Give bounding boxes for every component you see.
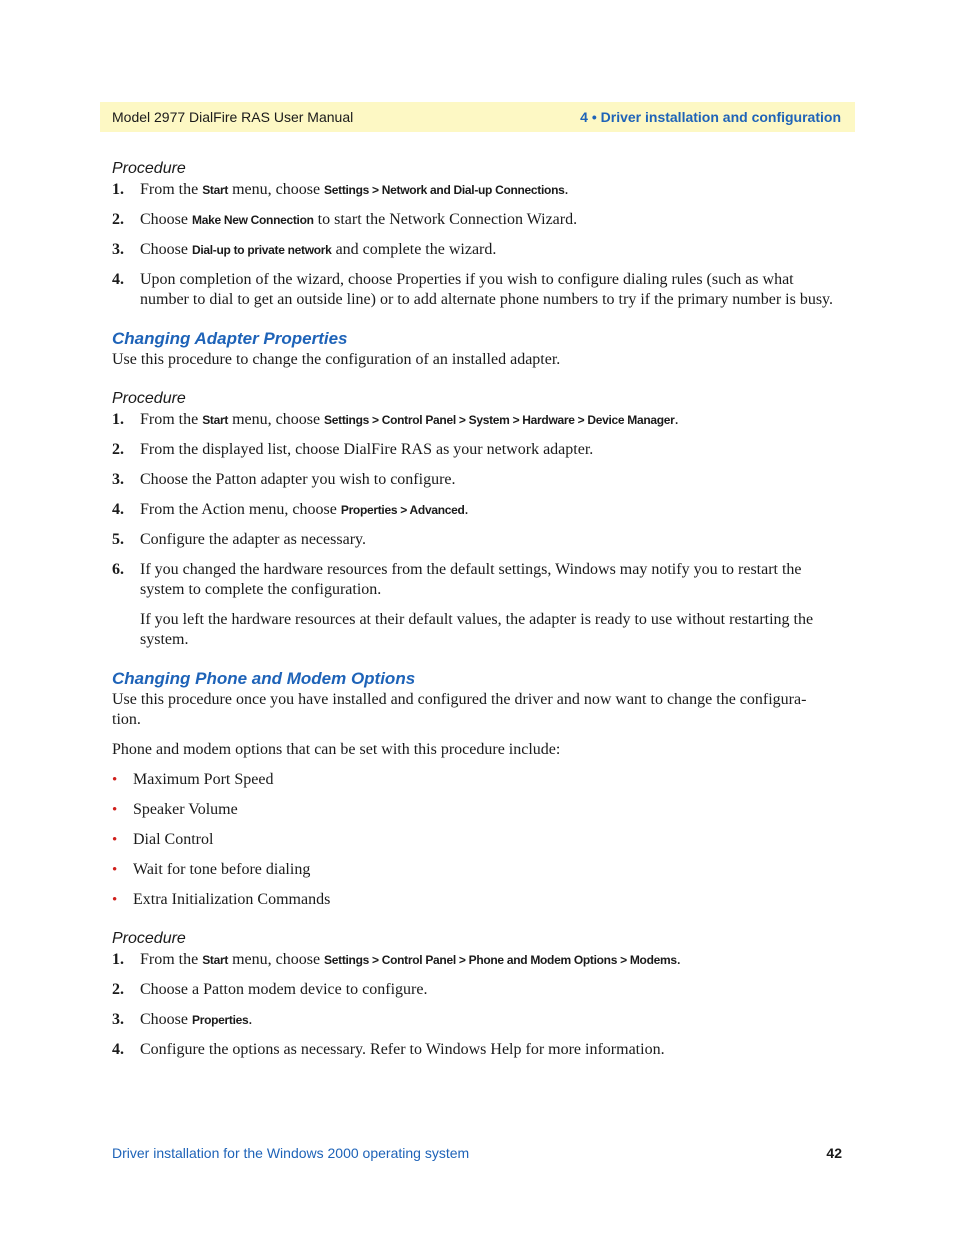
procedure-step xyxy=(112,440,837,460)
procedure-step xyxy=(112,950,837,970)
step-number: 1. xyxy=(112,951,124,968)
page-number: 42 xyxy=(826,1145,842,1161)
step-number: 2. xyxy=(112,211,124,228)
step-text-run: Choose xyxy=(140,241,192,258)
procedure-label-1: Procedure xyxy=(112,160,186,177)
step-text xyxy=(140,531,366,548)
step-text xyxy=(140,411,679,428)
step-number: 1. xyxy=(112,181,124,198)
section-intro-modem: Use this procedure once you have installed and configured the driver and now want to change the configura-tion. xyxy=(112,691,807,728)
step-text xyxy=(140,981,427,998)
bullet-icon: • xyxy=(112,832,118,848)
bullet-icon: • xyxy=(112,772,118,788)
list-item-label: Extra Initialization Commands xyxy=(133,891,331,908)
step-text xyxy=(140,181,568,198)
step-text-run: . xyxy=(464,501,469,518)
step-number: 3. xyxy=(112,1011,124,1028)
step-text xyxy=(140,211,577,228)
step-text-run: From the Action menu, choose xyxy=(140,501,341,518)
ui-path-term: Make New Connection xyxy=(192,213,314,227)
step-text-run: Choose xyxy=(140,211,192,228)
list-item xyxy=(112,800,837,820)
step-text xyxy=(140,501,469,518)
step-text-run: . xyxy=(676,951,681,968)
modem-options-list xyxy=(112,770,837,910)
ui-path-term: Start xyxy=(202,413,229,427)
step-text-run: Configure the options as necessary. Refer to Windows Help for more information. xyxy=(140,1041,665,1058)
procedure-step xyxy=(112,240,837,260)
section-title-adapter: Changing Adapter Properties xyxy=(112,329,348,348)
step-text-run: Choose a Patton modem device to configure. xyxy=(140,981,428,998)
section-title-modem: Changing Phone and Modem Options xyxy=(112,669,416,688)
step-text-run: menu, choose xyxy=(228,411,325,428)
step-note: If you left the hardware resources at their default values, the adapter is ready to use without restarting the system. xyxy=(140,611,814,648)
manual-title: Model 2977 DialFire RAS User Manual xyxy=(112,109,354,125)
step-number: 6. xyxy=(112,561,124,578)
procedure-label-2: Procedure xyxy=(112,390,186,407)
step-text-run: From the xyxy=(140,181,203,198)
step-text xyxy=(140,271,833,308)
running-header xyxy=(100,102,855,132)
step-text xyxy=(140,561,802,598)
section-intro-adapter: Use this procedure to change the configuration of an installed adapter. xyxy=(112,351,561,368)
ui-path-term: Properties > Advanced xyxy=(340,503,465,517)
list-item xyxy=(112,890,837,910)
ui-path-term: Start xyxy=(202,953,229,967)
list-item-label: Wait for tone before dialing xyxy=(133,861,311,878)
procedure-step xyxy=(112,270,837,310)
list-item-label: Speaker Volume xyxy=(133,801,238,818)
step-text-run: Choose xyxy=(140,1011,192,1028)
step-text xyxy=(140,441,593,458)
step-number: 1. xyxy=(112,411,124,428)
step-text-run: to start the Network Connection Wizard. xyxy=(313,211,578,228)
list-item-label: Maximum Port Speed xyxy=(133,771,274,788)
procedure-3-steps xyxy=(112,950,837,1060)
procedure-step xyxy=(112,1010,837,1030)
step-number: 5. xyxy=(112,531,124,548)
step-text-run: Configure the adapter as necessary. xyxy=(140,531,366,548)
ui-path-term: Settings > Control Panel > Phone and Modem Options > Modems xyxy=(324,953,677,967)
procedure-step xyxy=(112,560,837,650)
step-text-run: From the xyxy=(140,411,203,428)
step-text-run: . xyxy=(674,411,679,428)
step-number: 4. xyxy=(112,271,124,288)
list-item-label: Dial Control xyxy=(133,831,214,848)
ui-path-term: Settings > Network and Dial-up Connections xyxy=(324,183,565,197)
ui-path-term: Properties xyxy=(192,1013,249,1027)
step-number: 4. xyxy=(112,1041,124,1058)
step-text-run: From the xyxy=(140,951,203,968)
step-text-run: menu, choose xyxy=(228,181,325,198)
step-number: 2. xyxy=(112,441,124,458)
step-number: 3. xyxy=(112,241,124,258)
procedure-step xyxy=(112,1040,837,1060)
procedure-2-steps xyxy=(112,410,837,650)
step-text-run: menu, choose xyxy=(228,951,325,968)
step-text xyxy=(140,471,456,488)
procedure-step xyxy=(112,980,837,1000)
procedure-step xyxy=(112,210,837,230)
procedure-1-steps xyxy=(112,180,837,310)
bullet-icon: • xyxy=(112,892,118,908)
procedure-step xyxy=(112,180,837,200)
list-item xyxy=(112,770,837,790)
step-text xyxy=(140,1041,665,1058)
ui-path-term: Dial-up to private network xyxy=(192,243,332,257)
step-text-run: . xyxy=(564,181,569,198)
step-text xyxy=(140,1011,252,1028)
procedure-label-3: Procedure xyxy=(112,930,186,947)
step-number: 3. xyxy=(112,471,124,488)
ui-path-term: Start xyxy=(202,183,229,197)
step-text-run: . xyxy=(248,1011,253,1028)
ui-path-term: Settings > Control Panel > System > Hardware > Device Manager xyxy=(324,413,675,427)
step-text xyxy=(140,241,496,258)
step-text-run: From the displayed list, choose DialFire RAS as your network adapter. xyxy=(140,441,594,458)
procedure-step xyxy=(112,500,837,520)
footer-section-title: Driver installation for the Windows 2000 operating system xyxy=(112,1145,470,1161)
step-text xyxy=(140,951,681,968)
list-item xyxy=(112,830,837,850)
step-text-run: If you changed the hardware resources from the default settings, Windows may notify you to restart the system to complete the configuration. xyxy=(140,561,802,598)
step-text-run: and complete the wizard. xyxy=(331,241,497,258)
chapter-title: 4 • Driver installation and configuration xyxy=(580,109,841,125)
section-intro-modem-options: Phone and modem options that can be set with this procedure include: xyxy=(112,741,561,758)
procedure-step xyxy=(112,470,837,490)
bullet-icon: • xyxy=(112,862,118,878)
running-footer xyxy=(112,1145,842,1161)
bullet-icon: • xyxy=(112,802,118,818)
list-item xyxy=(112,860,837,880)
procedure-step xyxy=(112,530,837,550)
step-text-run: Upon completion of the wizard, choose Properties if you wish to configure dialing rules (such as what number to dial to get an outside line) or to add alternate phone numbers to try if the primary number is busy. xyxy=(140,271,834,308)
step-number: 4. xyxy=(112,501,124,518)
step-text-run: Choose the Patton adapter you wish to configure. xyxy=(140,471,456,488)
step-number: 2. xyxy=(112,981,124,998)
procedure-step xyxy=(112,410,837,430)
page-content xyxy=(112,160,837,1070)
